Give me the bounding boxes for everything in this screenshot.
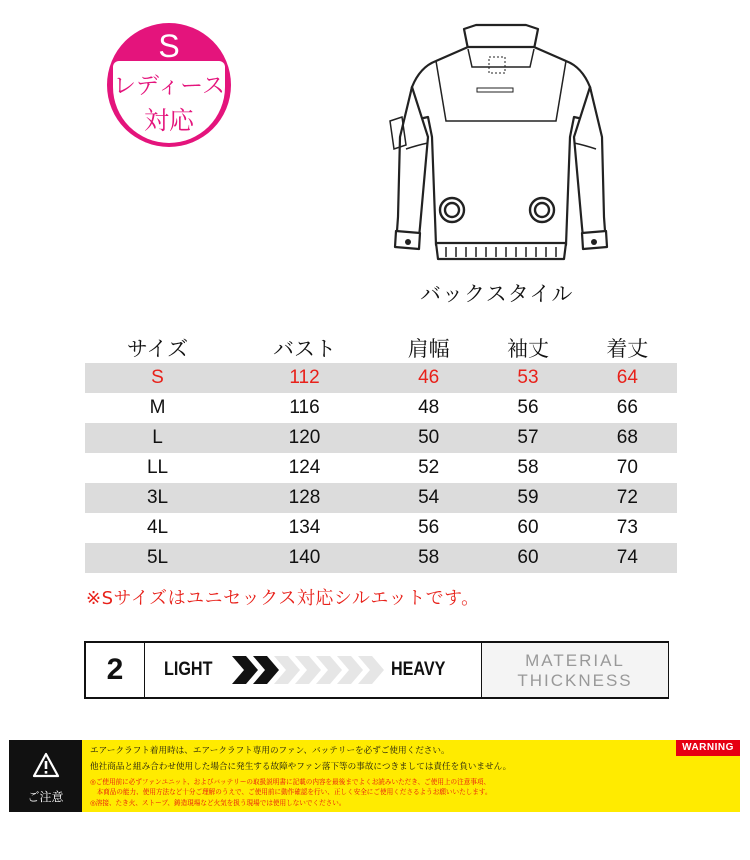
table-cell: 5L [85,543,230,573]
header-size: サイズ [126,337,189,361]
jacket-back-illustration [376,17,626,267]
table-row [85,453,677,483]
caution-label: ご注意 [27,790,64,804]
table-cell: LL [146,457,169,478]
badge-line1: レディース [112,73,225,99]
table-row [85,513,677,543]
table-cell: 60 [478,543,577,573]
table-header-row [85,333,677,363]
warning-line1: エアークラフト着用時は、エアークラフト専用のファン、バッテリーを必ずご使用ください。 [90,746,450,756]
table-cell: 73 [616,517,638,538]
table-row [85,423,677,453]
heavy-label: HEAVY [391,659,446,680]
table-cell: 57 [478,423,577,453]
header-sleeve: 袖丈 [506,337,549,361]
table-cell: 54 [379,483,478,513]
thickness-arrows [228,654,388,686]
light-label: LIGHT [164,659,213,680]
badge-size: S [158,28,180,64]
caution-panel [9,740,82,812]
warning-line4: 本商品の能力、使用方法など十分ご理解のうえで、ご使用前に動作確認を行い、正しく安全にご使用くださるようお願いいたします。 [90,788,492,796]
table-row [85,393,677,423]
table-cell: 50 [379,423,478,453]
warning-line3: ◎ご使用前に必ずファンユニット、およびバッテリーの取扱説明書に記載の内容を最後までよくお読みいただき、ご使用上の注意事項、 [90,778,491,786]
table-cell: 74 [578,543,677,573]
badge-line2: 対応 [143,106,194,135]
header-length: 着丈 [606,337,649,361]
table-cell: 140 [230,543,379,573]
material-line2: THICKNESS [517,671,633,690]
thickness-chevron [232,656,258,684]
ladies-size-badge [107,23,231,147]
material-thickness-label [481,643,668,697]
header-shoulder: 肩幅 [407,337,450,361]
table-row [85,363,677,393]
table-cell: L [85,423,230,453]
table-cell: 66 [616,397,638,418]
material-line1: MATERIAL [525,651,625,670]
table-cell: 134 [288,517,321,538]
warning-text-panel [82,740,740,812]
table-cell: 64 [578,363,677,393]
table-cell: 72 [578,483,677,513]
table-cell: 58 [379,543,478,573]
back-style-label: バックスタイル [420,282,574,306]
thickness-level: 2 [86,643,145,697]
table-cell: 124 [288,457,321,478]
table-cell: M [149,397,166,418]
warning-tag: WARNING [676,740,740,756]
table-cell: 70 [616,457,638,478]
table-cell: 4L [146,517,169,538]
table-cell: 52 [418,457,440,478]
table-cell: 56 [517,397,539,418]
size-table [85,333,677,573]
table-cell: S [85,363,230,393]
table-cell: 3L [85,483,230,513]
table-cell: 116 [289,397,320,418]
warning-line2: 他社商品と組み合わせ使用した場合に発生する故障やファン落下等の事故につきましては責任を負いません。 [90,762,512,772]
table-cell: 59 [478,483,577,513]
table-cell: 60 [517,517,539,538]
table-cell: 56 [418,517,440,538]
table-cell: 53 [478,363,577,393]
unisex-note: ※Sサイズはユニセックス対応シルエットです。 [86,588,480,609]
table-cell: 120 [230,423,379,453]
table-cell: 46 [379,363,478,393]
table-row [85,543,677,573]
warning-triangle-icon [32,752,60,778]
table-cell: 48 [418,397,440,418]
warning-banner [9,740,740,812]
header-bust: バスト [273,337,337,361]
table-cell: 58 [517,457,539,478]
table-cell: 112 [230,363,379,393]
warning-line5: ◎溶接、たき火、ストーブ、鋳造現場など火気を扱う現場では使用しないでください。 [90,799,346,807]
table-cell: 128 [230,483,379,513]
table-cell: 68 [578,423,677,453]
table-row [85,483,677,513]
material-thickness-scale [84,641,669,699]
